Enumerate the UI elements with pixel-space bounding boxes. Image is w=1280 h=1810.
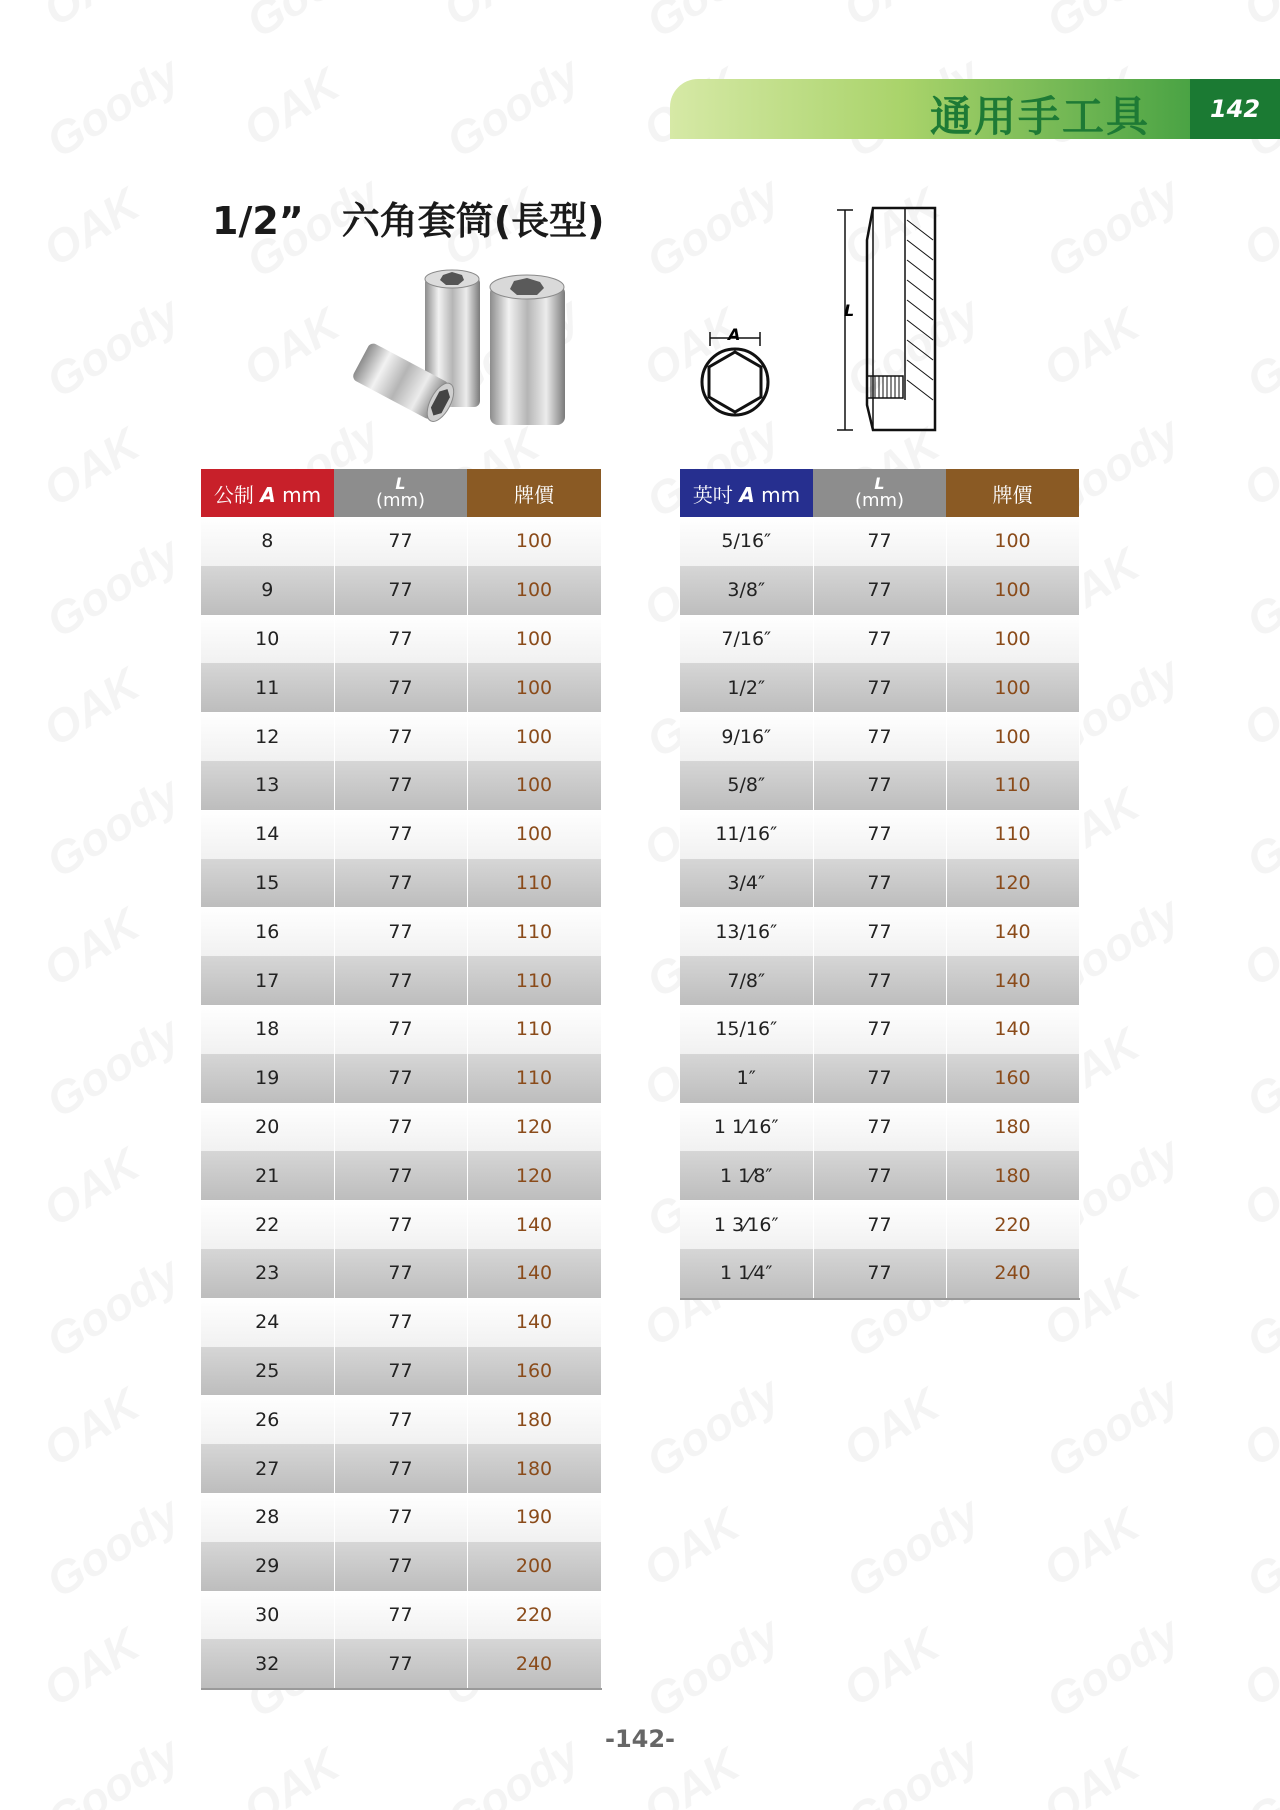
watermark-logo bbox=[33, 657, 148, 757]
watermark-logo bbox=[833, 0, 948, 37]
metric-price-cell: 110 bbox=[467, 907, 601, 956]
inch-size-cell: 13/16″ bbox=[680, 907, 813, 956]
metric-size-cell: 20 bbox=[201, 1103, 334, 1152]
metric-length-cell: 77 bbox=[334, 761, 467, 810]
hex-end-view bbox=[702, 325, 768, 415]
metric-size-cell: 18 bbox=[201, 1005, 334, 1054]
metric-price-cell: 200 bbox=[467, 1542, 601, 1591]
metric-price-cell: 120 bbox=[467, 1103, 601, 1152]
metric-size-cell: 21 bbox=[201, 1151, 334, 1200]
inch-length-cell: 77 bbox=[813, 566, 946, 615]
metric-size-cell: 19 bbox=[201, 1054, 334, 1103]
inch-price-cell: 240 bbox=[946, 1249, 1079, 1299]
inch-table-row bbox=[680, 517, 1079, 566]
socket-dimension-diagram bbox=[695, 200, 945, 440]
watermark-logo bbox=[33, 417, 148, 517]
page-title: 1/2” 六角套筒(長型) bbox=[212, 199, 605, 243]
watermark-logo bbox=[1037, 1606, 1189, 1729]
inch-price-cell: 110 bbox=[946, 810, 1079, 859]
metric-length-cell: 77 bbox=[334, 1444, 467, 1493]
metric-table-row bbox=[201, 615, 601, 664]
metric-price-cell: 110 bbox=[467, 1005, 601, 1054]
metric-table-row bbox=[201, 1005, 601, 1054]
inch-table-row bbox=[680, 956, 1079, 1005]
metric-price-cell: 140 bbox=[467, 1200, 601, 1249]
watermark-logo bbox=[1037, 166, 1189, 289]
watermark-logo bbox=[1037, 1366, 1189, 1489]
watermark-logo bbox=[833, 1617, 948, 1717]
metric-length-cell: 77 bbox=[334, 615, 467, 664]
metric-price-cell: 100 bbox=[467, 566, 601, 615]
watermark-logo bbox=[33, 1137, 148, 1237]
metric-length-cell: 77 bbox=[334, 907, 467, 956]
watermark-logo bbox=[233, 297, 348, 397]
inch-length-cell: 77 bbox=[813, 1200, 946, 1249]
metric-price-cell: 110 bbox=[467, 1054, 601, 1103]
metric-table-row bbox=[201, 1347, 601, 1396]
inch-price-cell: 110 bbox=[946, 761, 1079, 810]
metric-size-cell: 15 bbox=[201, 859, 334, 908]
watermark-logo bbox=[637, 0, 789, 48]
watermark-logo bbox=[1233, 177, 1280, 277]
inch-table-row bbox=[680, 712, 1079, 761]
metric-length-header: L (mm) bbox=[334, 469, 467, 517]
metric-table-row bbox=[201, 1639, 601, 1689]
metric-size-cell: 9 bbox=[201, 566, 334, 615]
inch-price-table bbox=[680, 469, 1080, 1300]
watermark-logo bbox=[1033, 297, 1148, 397]
metric-table-row bbox=[201, 907, 601, 956]
metric-size-cell: 17 bbox=[201, 956, 334, 1005]
metric-table-row bbox=[201, 1103, 601, 1152]
metric-table-row bbox=[201, 517, 601, 566]
inch-table-row bbox=[680, 1151, 1079, 1200]
inch-size-cell: 11/16″ bbox=[680, 810, 813, 859]
watermark-logo bbox=[637, 1606, 789, 1729]
watermark-logo bbox=[1233, 0, 1280, 37]
metric-size-cell: 8 bbox=[201, 517, 334, 566]
watermark-logo bbox=[1233, 417, 1280, 517]
inch-price-header: 牌價 bbox=[946, 469, 1079, 517]
watermark-logo bbox=[1233, 657, 1280, 757]
metric-table-row bbox=[201, 956, 601, 1005]
watermark-logo bbox=[37, 766, 189, 889]
metric-size-cell: 25 bbox=[201, 1347, 334, 1396]
watermark-logo bbox=[37, 526, 189, 649]
inch-length-cell: 77 bbox=[813, 615, 946, 664]
inch-table-row bbox=[680, 1103, 1079, 1152]
metric-size-cell: 27 bbox=[201, 1444, 334, 1493]
metric-price-cell: 160 bbox=[467, 1347, 601, 1396]
metric-size-cell: 22 bbox=[201, 1200, 334, 1249]
watermark-logo bbox=[637, 1366, 789, 1489]
inch-length-cell: 77 bbox=[813, 663, 946, 712]
socket-product-photo bbox=[350, 265, 590, 435]
inch-table-row bbox=[680, 810, 1079, 859]
inch-size-cell: 1/2″ bbox=[680, 663, 813, 712]
inch-length-cell: 77 bbox=[813, 859, 946, 908]
inch-table-row bbox=[680, 761, 1079, 810]
metric-price-cell: 110 bbox=[467, 859, 601, 908]
inch-table-row bbox=[680, 1005, 1079, 1054]
metric-price-cell: 240 bbox=[467, 1639, 601, 1689]
metric-length-cell: 77 bbox=[334, 1249, 467, 1298]
metric-length-cell: 77 bbox=[334, 1005, 467, 1054]
inch-length-cell: 77 bbox=[813, 1103, 946, 1152]
watermark-logo bbox=[33, 177, 148, 277]
metric-size-cell: 32 bbox=[201, 1639, 334, 1689]
inch-table-row bbox=[680, 1200, 1079, 1249]
metric-price-cell: 140 bbox=[467, 1249, 601, 1298]
inch-size-cell: 15/16″ bbox=[680, 1005, 813, 1054]
metric-size-cell: 14 bbox=[201, 810, 334, 859]
diagram-label-l: L bbox=[844, 301, 855, 320]
category-title: 通用手工具 bbox=[930, 92, 1151, 141]
metric-table-row bbox=[201, 566, 601, 615]
metric-table-row bbox=[201, 1542, 601, 1591]
footer-page-number: -142- bbox=[604, 1725, 676, 1753]
socket-side-view bbox=[837, 208, 935, 430]
metric-size-cell: 26 bbox=[201, 1395, 334, 1444]
watermark-logo bbox=[1237, 526, 1280, 649]
metric-table-row bbox=[201, 1054, 601, 1103]
metric-size-cell: 16 bbox=[201, 907, 334, 956]
watermark-logo bbox=[837, 1486, 989, 1609]
watermark-logo bbox=[33, 897, 148, 997]
watermark-logo bbox=[237, 0, 389, 48]
watermark-logo bbox=[1233, 1617, 1280, 1717]
metric-table-row bbox=[201, 761, 601, 810]
watermark-logo bbox=[1033, 1497, 1148, 1597]
inch-size-cell: 9/16″ bbox=[680, 712, 813, 761]
metric-size-cell: 24 bbox=[201, 1298, 334, 1347]
metric-size-cell: 12 bbox=[201, 712, 334, 761]
metric-table-row bbox=[201, 1591, 601, 1640]
inch-price-cell: 100 bbox=[946, 615, 1079, 664]
inch-length-cell: 77 bbox=[813, 1151, 946, 1200]
inch-size-cell: 5/16″ bbox=[680, 517, 813, 566]
metric-size-cell: 11 bbox=[201, 663, 334, 712]
watermark-logo bbox=[1237, 1246, 1280, 1369]
metric-length-cell: 77 bbox=[334, 663, 467, 712]
metric-price-cell: 100 bbox=[467, 663, 601, 712]
metric-price-cell: 220 bbox=[467, 1591, 601, 1640]
inch-size-cell: 1 1⁄4″ bbox=[680, 1249, 813, 1299]
metric-length-cell: 77 bbox=[334, 1151, 467, 1200]
metric-table-row bbox=[201, 663, 601, 712]
inch-table-row bbox=[680, 907, 1079, 956]
diagram-label-a: A bbox=[728, 325, 741, 344]
metric-length-cell: 77 bbox=[334, 1639, 467, 1689]
metric-size-cell: 23 bbox=[201, 1249, 334, 1298]
inch-price-cell: 160 bbox=[946, 1054, 1079, 1103]
watermark-logo bbox=[1037, 0, 1189, 48]
inch-size-cell: 3/8″ bbox=[680, 566, 813, 615]
inch-size-cell: 7/8″ bbox=[680, 956, 813, 1005]
metric-table-row bbox=[201, 712, 601, 761]
inch-table-row bbox=[680, 566, 1079, 615]
watermark-logo bbox=[1237, 1006, 1280, 1129]
inch-length-cell: 77 bbox=[813, 907, 946, 956]
inch-price-cell: 220 bbox=[946, 1200, 1079, 1249]
metric-table-row bbox=[201, 810, 601, 859]
metric-price-cell: 100 bbox=[467, 810, 601, 859]
metric-price-cell: 190 bbox=[467, 1493, 601, 1542]
inch-price-cell: 180 bbox=[946, 1103, 1079, 1152]
inch-price-cell: 140 bbox=[946, 1005, 1079, 1054]
inch-price-cell: 180 bbox=[946, 1151, 1079, 1200]
watermark-logo bbox=[37, 1246, 189, 1369]
inch-size-cell: 1 1⁄8″ bbox=[680, 1151, 813, 1200]
metric-size-cell: 13 bbox=[201, 761, 334, 810]
page-badge: 142 bbox=[1190, 79, 1280, 139]
metric-length-cell: 77 bbox=[334, 1542, 467, 1591]
metric-size-cell: 30 bbox=[201, 1591, 334, 1640]
metric-size-cell: 28 bbox=[201, 1493, 334, 1542]
metric-price-cell: 100 bbox=[467, 615, 601, 664]
metric-length-cell: 77 bbox=[334, 1493, 467, 1542]
metric-length-cell: 77 bbox=[334, 1395, 467, 1444]
metric-table-row bbox=[201, 1151, 601, 1200]
inch-length-cell: 77 bbox=[813, 517, 946, 566]
inch-length-cell: 77 bbox=[813, 1249, 946, 1299]
inch-table-row bbox=[680, 663, 1079, 712]
metric-price-header: 牌價 bbox=[467, 469, 601, 517]
inch-size-cell: 5/8″ bbox=[680, 761, 813, 810]
inch-table-row bbox=[680, 859, 1079, 908]
inch-length-cell: 77 bbox=[813, 712, 946, 761]
inch-length-cell: 77 bbox=[813, 956, 946, 1005]
watermark-logo bbox=[433, 0, 548, 37]
inch-length-cell: 77 bbox=[813, 810, 946, 859]
watermark-logo bbox=[33, 1617, 148, 1717]
inch-size-cell: 3/4″ bbox=[680, 859, 813, 908]
watermark-logo bbox=[633, 1497, 748, 1597]
metric-length-cell: 77 bbox=[334, 1591, 467, 1640]
metric-price-cell: 120 bbox=[467, 1151, 601, 1200]
metric-price-cell: 180 bbox=[467, 1444, 601, 1493]
watermark-logo bbox=[1233, 897, 1280, 997]
watermark-logo bbox=[1237, 1486, 1280, 1609]
inch-price-cell: 120 bbox=[946, 859, 1079, 908]
metric-length-cell: 77 bbox=[334, 1347, 467, 1396]
watermark-logo bbox=[37, 1486, 189, 1609]
watermark-logo bbox=[833, 1377, 948, 1477]
metric-table-row bbox=[201, 1395, 601, 1444]
watermark-logo bbox=[33, 0, 148, 37]
metric-length-cell: 77 bbox=[334, 1298, 467, 1347]
metric-table-row bbox=[201, 1298, 601, 1347]
inch-size-cell: 1 1⁄16″ bbox=[680, 1103, 813, 1152]
metric-price-cell: 100 bbox=[467, 517, 601, 566]
inch-size-cell: 1″ bbox=[680, 1054, 813, 1103]
metric-price-cell: 100 bbox=[467, 761, 601, 810]
metric-length-cell: 77 bbox=[334, 956, 467, 1005]
watermark-logo bbox=[1237, 286, 1280, 409]
watermark-logo bbox=[33, 1377, 148, 1477]
metric-size-cell: 29 bbox=[201, 1542, 334, 1591]
metric-length-cell: 77 bbox=[334, 712, 467, 761]
metric-size-header: 公制 A mm bbox=[201, 469, 334, 517]
metric-price-cell: 140 bbox=[467, 1298, 601, 1347]
inch-price-cell: 100 bbox=[946, 566, 1079, 615]
watermark-logo bbox=[37, 46, 189, 169]
metric-length-cell: 77 bbox=[334, 1200, 467, 1249]
metric-length-cell: 77 bbox=[334, 1054, 467, 1103]
inch-size-cell: 1 3⁄16″ bbox=[680, 1200, 813, 1249]
metric-length-cell: 77 bbox=[334, 517, 467, 566]
inch-length-cell: 77 bbox=[813, 1054, 946, 1103]
metric-length-cell: 77 bbox=[334, 1103, 467, 1152]
metric-price-table bbox=[201, 469, 602, 1690]
metric-price-cell: 180 bbox=[467, 1395, 601, 1444]
watermark-logo bbox=[437, 46, 589, 169]
watermark-logo bbox=[37, 286, 189, 409]
metric-length-cell: 77 bbox=[334, 859, 467, 908]
inch-length-cell: 77 bbox=[813, 1005, 946, 1054]
watermark-logo bbox=[37, 1006, 189, 1129]
inch-table-row bbox=[680, 615, 1079, 664]
metric-length-cell: 77 bbox=[334, 810, 467, 859]
watermark-logo bbox=[1237, 766, 1280, 889]
inch-length-cell: 77 bbox=[813, 761, 946, 810]
inch-price-cell: 100 bbox=[946, 712, 1079, 761]
metric-table-row bbox=[201, 1200, 601, 1249]
inch-price-cell: 140 bbox=[946, 907, 1079, 956]
metric-price-cell: 110 bbox=[467, 956, 601, 1005]
inch-size-header: 英吋 A mm bbox=[680, 469, 813, 517]
metric-table-row bbox=[201, 1444, 601, 1493]
watermark-logo bbox=[1233, 1377, 1280, 1477]
metric-table-row bbox=[201, 1249, 601, 1298]
metric-size-cell: 10 bbox=[201, 615, 334, 664]
inch-length-header: L (mm) bbox=[813, 469, 946, 517]
metric-price-cell: 100 bbox=[467, 712, 601, 761]
inch-table-row bbox=[680, 1249, 1079, 1299]
watermark-logo bbox=[1233, 1137, 1280, 1237]
inch-price-cell: 100 bbox=[946, 663, 1079, 712]
inch-table-row bbox=[680, 1054, 1079, 1103]
metric-table-row bbox=[201, 1493, 601, 1542]
watermark-logo bbox=[233, 57, 348, 157]
inch-price-cell: 100 bbox=[946, 517, 1079, 566]
inch-size-cell: 7/16″ bbox=[680, 615, 813, 664]
inch-price-cell: 140 bbox=[946, 956, 1079, 1005]
metric-table-row bbox=[201, 859, 601, 908]
metric-length-cell: 77 bbox=[334, 566, 467, 615]
